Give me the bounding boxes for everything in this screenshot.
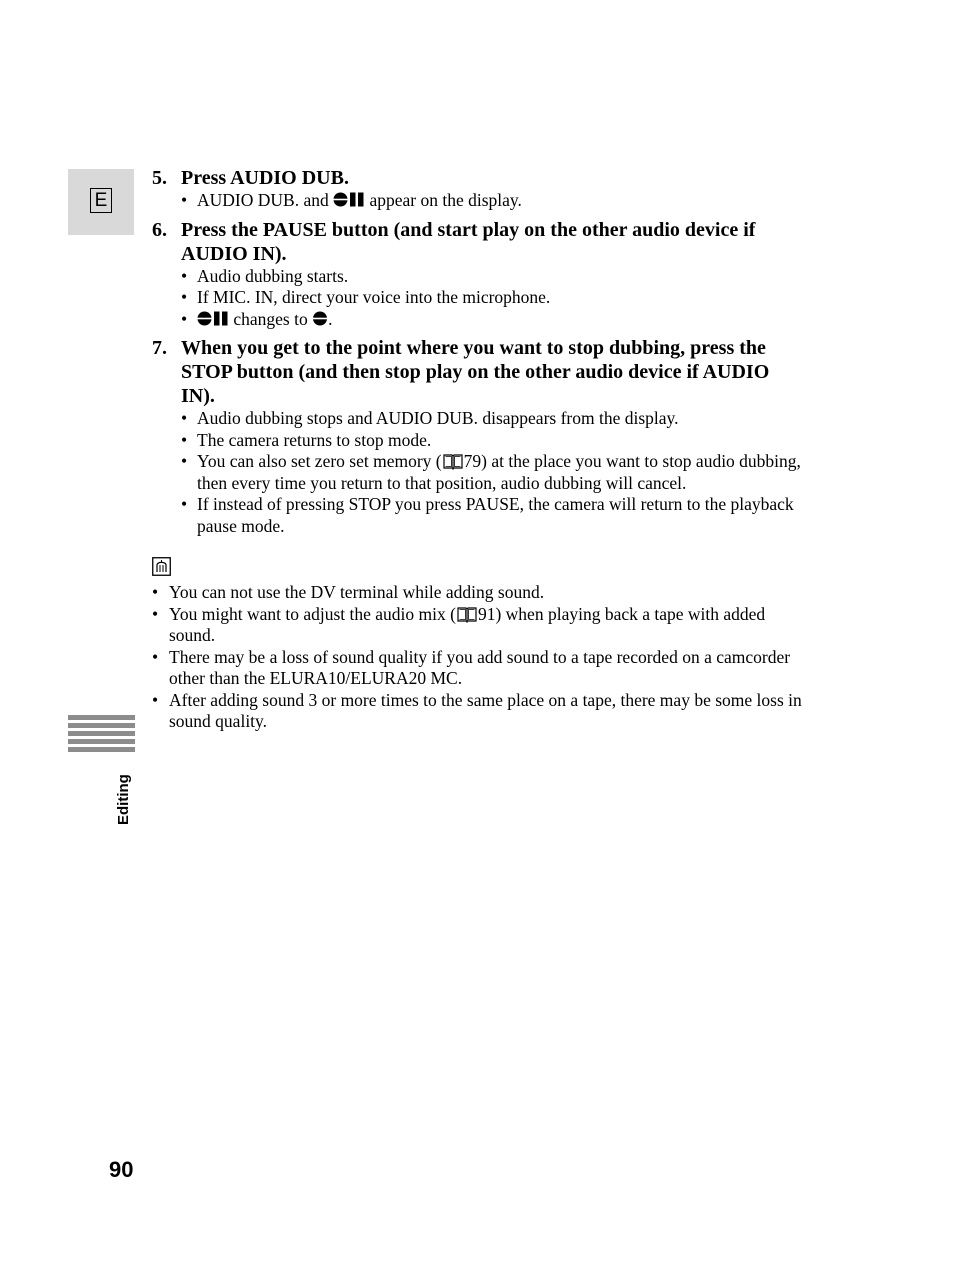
step-bullets — [181, 408, 802, 537]
step-number: 5. — [152, 167, 167, 189]
step-heading: Press AUDIO DUB. — [181, 167, 349, 189]
note-icon — [152, 557, 171, 576]
step-5 — [152, 166, 802, 212]
bullet-text: AUDIO DUB. and — [197, 190, 329, 210]
notes-bullets — [152, 582, 802, 733]
section-bar — [68, 739, 135, 744]
bullet-text: changes to — [233, 308, 308, 329]
section-label-text: Editing — [115, 774, 132, 825]
record-icon — [312, 310, 328, 327]
step-number: 6. — [152, 218, 167, 241]
main-content — [152, 166, 802, 733]
bullet-text: appear on the display. — [369, 190, 522, 210]
section-bar — [68, 723, 135, 728]
record-pause-icon — [197, 310, 229, 327]
section-bar — [68, 715, 135, 720]
step-7 — [152, 336, 802, 537]
page-number: 90 — [109, 1157, 134, 1182]
list-item: • You can not use the DV terminal while adding sound. — [152, 582, 802, 604]
list-item: • If instead of pressing STOP you press PAUSE, the camera will return to the playback pause mode. — [181, 494, 802, 537]
record-pause-icon — [333, 191, 365, 208]
language-tab-label: E — [90, 188, 112, 213]
step-heading: Press the PAUSE button (and start play on the other audio device if AUDIO IN). — [181, 218, 756, 265]
list-item — [181, 309, 802, 331]
section-bar — [68, 731, 135, 736]
list-item: • After adding sound 3 or more times to the same place on a tape, there may be some loss in sound quality. — [152, 690, 802, 733]
list-item — [181, 190, 802, 212]
section-bar — [68, 747, 135, 752]
bullet-text: ) at the place you want to stop audio dubbing, then every time you return to that position, audio dubbing will cancel. — [197, 451, 801, 493]
bullet-text: ) when playing back a tape with added sound. — [169, 603, 766, 645]
section-marker-bars — [68, 715, 135, 755]
page-reference: 79 — [463, 451, 482, 471]
language-tab — [68, 169, 134, 235]
bullet-text: . — [328, 308, 333, 329]
list-item — [181, 451, 802, 494]
bullet-text: You can also set zero set memory ( — [197, 451, 442, 471]
list-item: • Audio dubbing starts. — [181, 266, 802, 288]
list-item: • If MIC. IN, direct your voice into the microphone. — [181, 287, 802, 309]
page-reference: 91 — [477, 603, 496, 624]
step-bullets — [181, 190, 802, 212]
list-item: • The camera returns to stop mode. — [181, 430, 802, 452]
section-label — [111, 765, 139, 825]
list-item: • There may be a loss of sound quality if you add sound to a tape recorded on a camcorder other than the ELURA10/ELURA20 MC. — [152, 647, 802, 690]
notes-section — [152, 557, 802, 733]
step-6 — [152, 218, 802, 331]
list-item: • Audio dubbing stops and AUDIO DUB. disappears from the display. — [181, 408, 802, 430]
book-icon — [443, 453, 463, 470]
list-item — [152, 604, 802, 647]
step-heading: When you get to the point where you want to stop dubbing, press the STOP button (and then stop play on the other audio device if AUDIO IN). — [181, 337, 770, 407]
bullet-text: You might want to adjust the audio mix ( — [169, 603, 456, 624]
book-icon — [457, 606, 477, 623]
step-bullets — [181, 266, 802, 331]
step-number: 7. — [152, 337, 167, 359]
